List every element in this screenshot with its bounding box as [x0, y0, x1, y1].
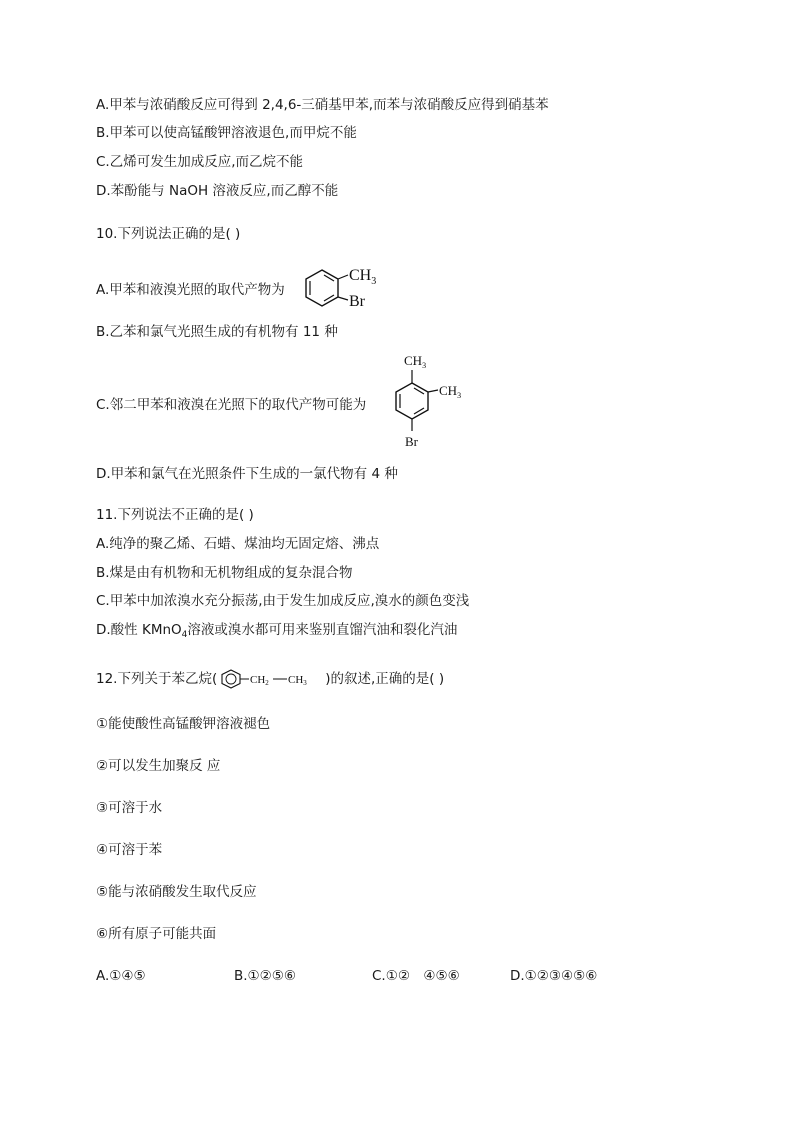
q12-statement-3: ③可溶于水	[96, 800, 163, 816]
q10-stem: 10.下列说法正确的是( )	[96, 226, 241, 242]
q11-option-b: B.煤是由有机物和无机物组成的复杂混合物	[96, 565, 353, 581]
bromo-xylene-structure	[386, 350, 476, 454]
q9-option-b: B.甲苯可以使高锰酸钾溶液退色,而甲烷不能	[96, 125, 357, 141]
q10-option-c: C.邻二甲苯和液溴在光照下的取代产物可能为	[96, 397, 367, 413]
methyl-label: $CH_3$	[349, 267, 377, 287]
methyl-top-label: $CH_3$	[404, 353, 427, 370]
q11-option-d: D.酸性 KMnO$_4$溶液或溴水都可用来鉴别直馏汽油和裂化汽油	[96, 622, 458, 640]
q12-statement-4: ④可溶于苯	[96, 842, 163, 858]
q10-option-d: D.甲苯和氯气在光照条件下生成的一氯代物有 4 种	[96, 466, 398, 482]
q10-option-b: B.乙苯和氯气光照生成的有机物有 11 种	[96, 324, 338, 340]
methyl-right-label: $CH_3$	[439, 383, 462, 400]
q11-stem: 11.下列说法不正确的是( )	[96, 507, 254, 523]
q12-statement-6: ⑥所有原子可能共面	[96, 926, 217, 942]
svg-text:CH3: CH3	[288, 674, 308, 687]
ethylbenzene-formula	[217, 668, 325, 690]
bromo-label: Br	[349, 293, 365, 310]
q10-option-a: A.甲苯和液溴光照的取代产物为	[96, 282, 285, 298]
q12-statement-1: ①能使酸性高锰酸钾溶液褪色	[96, 716, 271, 732]
q9-option-c: C.乙烯可发生加成反应,而乙烷不能	[96, 154, 304, 170]
q9-option-d: D.苯酚能与 NaOH 溶液反应,而乙醇不能	[96, 183, 339, 199]
q12-choice-c: C.①② ④⑤⑥	[372, 968, 460, 984]
q11-option-a: A.纯净的聚乙烯、石蜡、煤油均无固定熔、沸点	[96, 536, 380, 552]
q9-option-a: A.甲苯与浓硝酸反应可得到 2,4,6-三硝基甲苯,而苯与浓硝酸反应得到硝基苯	[96, 97, 549, 113]
q11-option-c: C.甲苯中加浓溴水充分振荡,由于发生加成反应,溴水的颜色变浅	[96, 593, 470, 609]
q12-statement-5: ⑤能与浓硝酸发生取代反应	[96, 884, 257, 900]
bromo-bottom-label: Br	[405, 434, 418, 449]
svg-text:CH2: CH2	[250, 674, 270, 687]
q12-statement-2: ②可以发生加聚反 应	[96, 758, 221, 774]
bromotoluene-structure	[296, 262, 396, 318]
q12-choice-d: D.①②③④⑤⑥	[510, 968, 598, 984]
q12-choice-a: A.①④⑤	[96, 968, 146, 984]
q12-choice-b: B.①②⑤⑥	[234, 968, 296, 984]
q12-stem: 12.下列关于苯乙烷( CH2 CH3 )的叙述,正确的是( )	[96, 668, 444, 690]
